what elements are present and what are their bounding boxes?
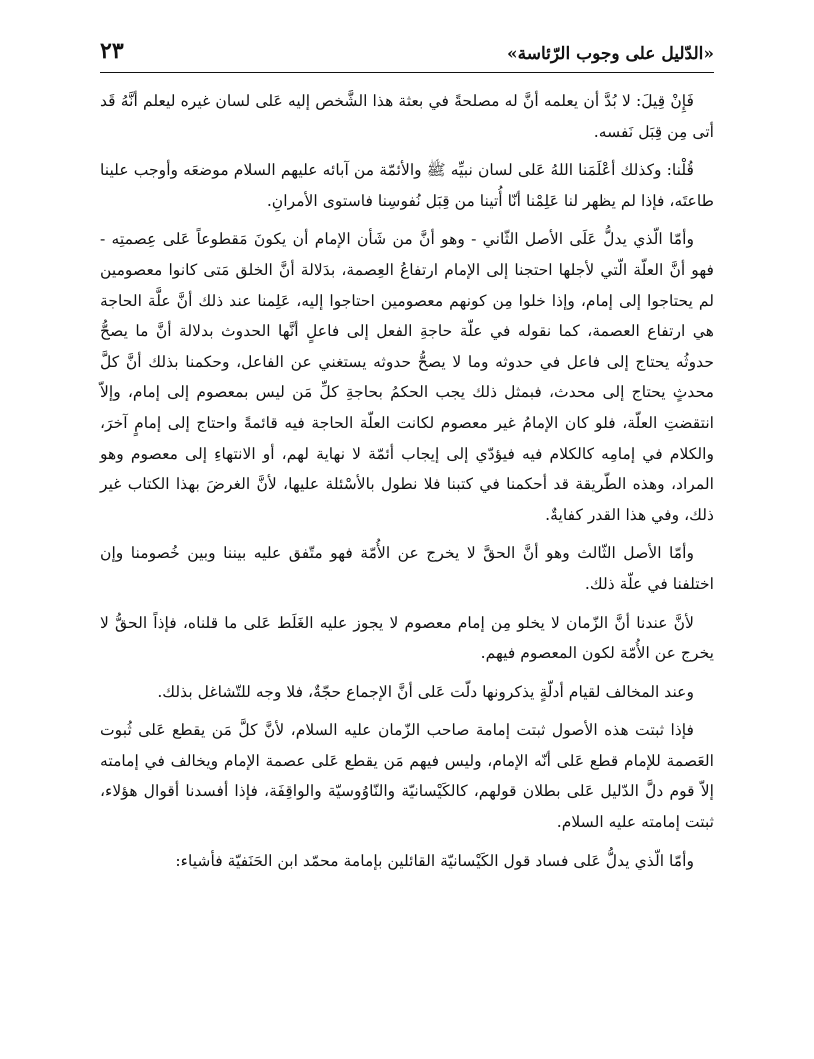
paragraph-our-view: لأنَّ عندنا أنَّ الزّمان لا يخلو مِن إمام معصوم لا يجوز عليه الغَلَط عَلى ما قلناه، فإذاً الحقُّ لا يخرج عن الأُمّة لكون المعصوم فيهم.: [100, 613, 714, 663]
page-number: ٢٣: [100, 38, 124, 64]
page-header: [100, 38, 714, 73]
paragraph-third-principle: وأمّا الأصل الثّالث وهو أنَّ الحقَّ لا يخرج عن الأُمّة فهو متّفق عليه بيننا وبين خُصومنا وإن اختلفنا في علّة ذلك.: [100, 544, 714, 593]
paragraph-imamate-proof: فإذا ثبتت هذه الأصول ثبتت إمامة صاحب الزّمان عليه السلام، لأنَّ كلَّ مَن يقطع عَلى ثُبوت العَصمة للإمام قطع عَلى أنّه الإمام، وليس فيهم مَن يقطع عَلى عصمة الإمام ويخالف في إمامته إلاّ قوم دلَّ الدّليل عَلى بطلان قولهم، كالكَيْسانيّة والنّاوُوسيّة والواقِفَة، فإذا أفسدنا أقوال هؤلاء، ثبتت إمامته عليه السلام.: [100, 721, 714, 832]
paragraph-opponent-view: وعند المخالف لقيام أدلّةٍ يذكرونها دلّت عَلى أنَّ الإجماع حجّةٌ، فلا وجه للتّشاغل بذلك.: [157, 682, 694, 701]
page-body: [100, 86, 714, 884]
paragraph-objection: فَإِنْ قِيلَ: لا بُدَّ أن يعلمه أنَّ له مصلحةً في بعثة هذا الشَّخص إليه عَلى لسان غيره ليعلم أنَّهُ قَد أتى مِن قِبَل نَفسه.: [100, 92, 714, 141]
paragraph-reply: قُلْنا: وكذلك أعْلَمَنا اللهُ عَلى لسان نبيِّه ﷺ والأئمّة من آبائه عليهم السلام موضعَه وأوجب علينا طاعتَه، فإذا لم يظهر لنا عَلِمْنا أنّا أُتينا من قِبَل نُفوسِنا فاستوى الأمرانِ.: [100, 161, 714, 210]
paragraph-second-principle: وأمّا الّذي يدلُّ عَلَى الأصل الثّاني - وهو أنَّ من شَأن الإمام أن يكونَ مَقطوعاً عَلى عِصمتِه - فهو أنَّ العلّة الّتي لأجلها احتجنا إلى الإمام ارتفاعُ العِصمة، بدَلالة أنَّ الخلق مَتى كانوا معصومين لم يحتاجوا إلى إمام، وإذا خلوا مِن كونهم معصومين احتاجوا إليه، عَلِمنا عند ذلك أنَّ علَّة الحاجة هي ارتفاع العصمة، كما نقوله في علّة حاجةِ الفعل إلى فاعلٍ أنَّها الحدوث بدلالة أنَّ ما يصحُّ حدوثُه يحتاج إلى فاعل في حدوثه وما لا يصحُّ حدوثه يستغني عن الفاعل، وحكمنا بذلك أنَّ كلَّ محدثٍ يحتاج إلى محدث، فبمثل ذلك يجب الحكمُ بحاجةِ كلِّ مَن ليس بمعصوم إلى إمام، وإلاّ انتقضتِ العلّة، فلو كان الإمامُ غير معصوم لكانت العلّة الحاجة فيه قائمةً واحتاج إلى إمامٍ آخرَ، والكلام في إمامِه كالكلام فيه فيؤدّي إلى إيجاب أئمّة لا نهاية لهم، أو الانتهاءِ إلى معصوم وهو المراد، وهذه الطّريقة قد أحكمنا في كتبنا فلا نطول بالأسْئلة عليها، لأنَّ الغرضَ بهذا الكتاب غير ذلك، وفي هذا القدر كفايةٌ.: [100, 230, 714, 524]
paragraph-kaysaniyya: وأمّا الّذي يدلُّ عَلى فساد قول الكَيْسانيّة القائلين بإمامة محمّد ابن الحَنَفيّة فأشياء:: [175, 851, 694, 870]
running-title: «الدّليل على وجوب الرّئاسة»: [506, 44, 714, 64]
